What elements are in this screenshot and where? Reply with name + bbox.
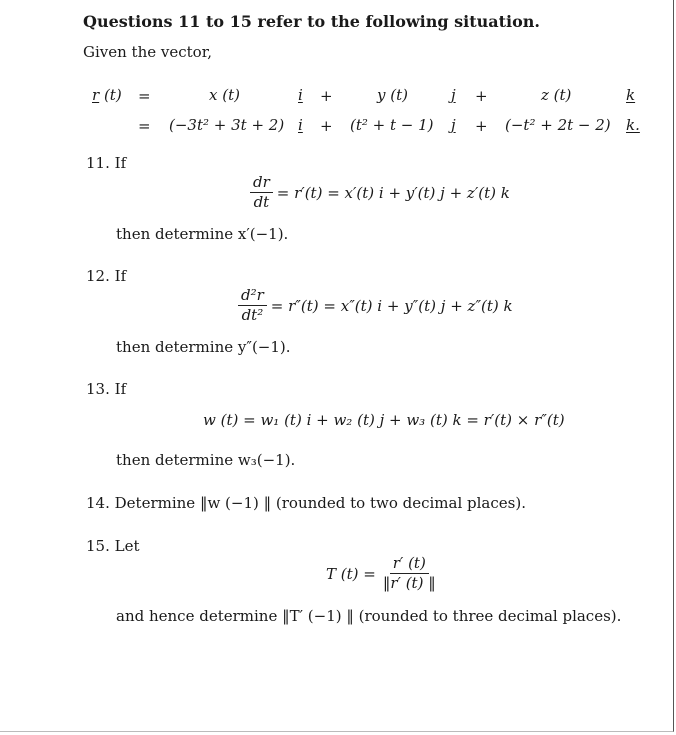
row2-plus2: + xyxy=(475,117,488,135)
q12-lead: If xyxy=(114,267,127,285)
q11-fraction xyxy=(250,174,273,212)
row1-k: k xyxy=(626,86,636,104)
row1-x: x (t) xyxy=(209,86,240,104)
q15-equation xyxy=(326,555,439,593)
q15-task: and hence determine ‖T′ (−1) ‖ (rounded to three decimal places). xyxy=(116,607,622,625)
q11-lead: If xyxy=(114,154,127,172)
row2-i: i xyxy=(298,116,303,134)
q13-number: 13. xyxy=(86,380,110,398)
q11-label xyxy=(86,154,126,172)
row1-plus2: + xyxy=(475,87,488,105)
q13-lead: If xyxy=(114,380,127,398)
q12-task: then determine y″(−1). xyxy=(116,338,291,356)
q11-task: then determine x′(−1). xyxy=(116,225,289,243)
row2-j: j xyxy=(451,116,456,134)
q12-fraction xyxy=(238,287,267,325)
q11-number: 11. xyxy=(86,154,110,172)
q15-frac-den: ‖r′ (t) ‖ xyxy=(382,574,436,593)
q12-equation-rhs: = r″(t) = x″(t) i + y″(t) j + z″(t) k xyxy=(270,296,513,315)
row2-z: (−t² + 2t − 2) xyxy=(505,116,611,134)
q13-equation: w (t) = w₁ (t) i + w₂ (t) j + w₃ (t) k = r′(t) × r″(t) xyxy=(203,411,565,429)
row2-y: (t² + t − 1) xyxy=(350,116,434,134)
intro-text: Given the vector, xyxy=(83,43,212,61)
row2-x: (−3t² + 3t + 2) xyxy=(169,116,285,134)
row1-plus1: + xyxy=(320,87,333,105)
q15-lead: Let xyxy=(114,537,140,555)
page-heading: Questions 11 to 15 refer to the following situation. xyxy=(83,12,540,31)
q15-frac-num: r′ (t) xyxy=(390,555,429,574)
row2-plus1: + xyxy=(320,117,333,135)
q12-frac-den: dt² xyxy=(241,306,264,325)
row1-y: y (t) xyxy=(377,86,408,104)
q11-equation xyxy=(250,174,510,212)
q11-equation-rhs: = r′(t) = x′(t) i + y′(t) j + z′(t) k xyxy=(276,183,510,202)
q15-fraction xyxy=(380,555,439,593)
q15-lhs: T (t) = xyxy=(326,564,376,583)
q12-equation xyxy=(238,287,513,325)
equals-sign-2: = xyxy=(138,117,151,135)
equals-sign: = xyxy=(138,87,151,105)
q13-label xyxy=(86,380,126,398)
row1-i: i xyxy=(298,86,303,104)
q12-frac-num: d²r xyxy=(238,287,267,306)
q13-task: then determine w₃(−1). xyxy=(116,451,296,469)
q14-text: Determine ‖w (−1) ‖ (rounded to two decimal places). xyxy=(114,494,526,512)
q15-label xyxy=(86,537,140,555)
row2-k: k. xyxy=(626,116,640,134)
q14-number: 14. xyxy=(86,494,110,512)
row1-z: z (t) xyxy=(541,86,572,104)
q11-frac-num: dr xyxy=(250,174,273,193)
q12-number: 12. xyxy=(86,267,110,285)
q11-frac-den: dt xyxy=(253,193,270,212)
q12-label xyxy=(86,267,126,285)
q15-number: 15. xyxy=(86,537,110,555)
vector-lhs: r (t) xyxy=(92,86,122,104)
q14 xyxy=(86,494,526,512)
row1-j: j xyxy=(451,86,456,104)
